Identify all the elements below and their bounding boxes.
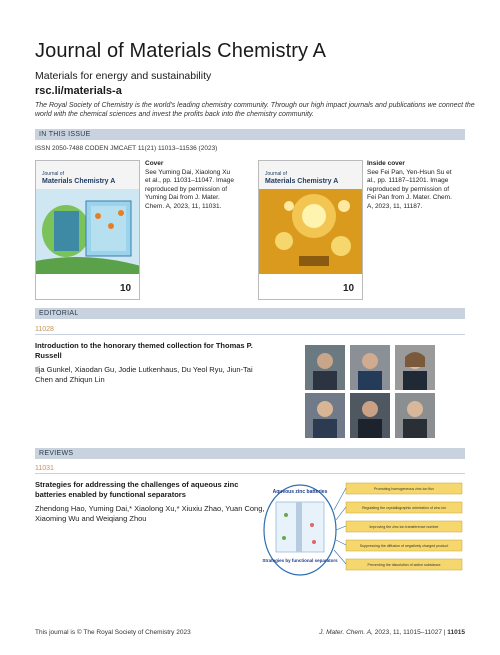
author-photo: [395, 393, 435, 438]
author-photo: [350, 345, 390, 390]
cover-caption: [145, 160, 235, 211]
inside-cover-image: [258, 160, 363, 300]
editorial-page-number[interactable]: 11028: [35, 326, 465, 335]
footer-journal-abbrev: J. Mater. Chem. A,: [319, 629, 373, 636]
author-photo: [395, 345, 435, 390]
author-photo: [305, 393, 345, 438]
footer-copyright: This journal is © The Royal Society of Chemistry 2023: [35, 629, 191, 636]
cover-artwork: [36, 161, 140, 300]
cover-image: [35, 160, 140, 300]
editorial-authors: Ilja Gunkel, Xiaodan Gu, Jodie Lutkenhaus, Du Yeol Ryu, Jiun-Tai Chen and Zhiqun Lin: [35, 365, 253, 384]
inside-cover-mini-title-2: Materials Chemistry A: [265, 178, 339, 185]
cover-mini-title-2: Materials Chemistry A: [42, 178, 116, 185]
footer-page-number: 11015: [447, 629, 465, 636]
graphic-left-title: Aqueous zinc batteries: [272, 489, 328, 495]
graphic-item-text: Improving the zinc ion transference number: [369, 525, 439, 529]
cover-mini-title-1: Journal of: [42, 171, 64, 177]
cover-description: See Yuming Dai, Xiaolong Xu et al., pp. 11031–11047. Image reproduced by permission of Yuming Dai from J. Mater. Chem. A, 2023, 11, 11031.: [145, 168, 235, 210]
svg-text:10: 10: [343, 283, 355, 294]
review-page-number[interactable]: 11031: [35, 465, 465, 474]
author-photo: [350, 393, 390, 438]
review-toc-graphic: [262, 480, 465, 580]
section-reviews: REVIEWS: [35, 448, 465, 459]
review-authors: Zhendong Hao, Yuming Dai,* Xiaolong Xu,* Xiuxiu Zhao, Yuan Cong, Xiaoming Wu and Weiqiang Zhou: [35, 504, 265, 523]
inside-cover-artwork: [259, 161, 363, 300]
editorial-title[interactable]: Introduction to the honorary themed collection for Thomas P. Russell: [35, 341, 253, 360]
section-in-this-issue: IN THIS ISSUE: [35, 129, 465, 140]
inside-cover-caption: [367, 160, 457, 211]
svg-text:10: 10: [120, 283, 132, 294]
footer-citation: [319, 629, 465, 636]
journal-subtitle: Materials for energy and sustainability: [35, 70, 212, 82]
journal-title: Journal of Materials Chemistry A: [35, 40, 327, 62]
graphic-item-text: Regulating the crystallographic orientation of zinc ion: [361, 506, 447, 510]
graphic-bottom-title: Strategies by functional separators: [262, 558, 338, 563]
graphic-item-text: Suppressing the diffusion of negatively charged product: [359, 544, 449, 548]
author-photo: [305, 345, 345, 390]
section-editorial: EDITORIAL: [35, 308, 465, 319]
inside-cover-description: See Fei Pan, Yen-Hsun Su et al., pp. 11187–11201. Image reproduced by permission of Fei Pan from J. Mater. Chem. A, 2023, 11, 11187.: [367, 168, 452, 210]
journal-url[interactable]: rsc.li/materials-a: [35, 85, 122, 97]
graphic-item-text: Preventing the dissolution of active substance: [367, 563, 441, 567]
issn-line: ISSN 2050-7488 CODEN JMCAET 11(21) 11013–11536 (2023): [35, 145, 218, 152]
footer-citation-rest: 2023, 11, 11015–11027 |: [372, 629, 448, 636]
review-title[interactable]: Strategies for addressing the challenges of aqueous zinc batteries enabled by functional separators: [35, 480, 239, 499]
inside-cover-mini-title-1: Journal of: [265, 171, 287, 177]
graphic-item-text: Promoting homogeneous zinc ion flux: [374, 487, 434, 491]
cover-heading: Cover: [145, 160, 164, 167]
inside-cover-heading: Inside cover: [367, 160, 405, 167]
society-blurb: The Royal Society of Chemistry is the world's leading chemistry community. Through our high impact journals and publications we connect the world with the chemical sciences and invest the profits back into the chemistry community.: [35, 102, 475, 118]
